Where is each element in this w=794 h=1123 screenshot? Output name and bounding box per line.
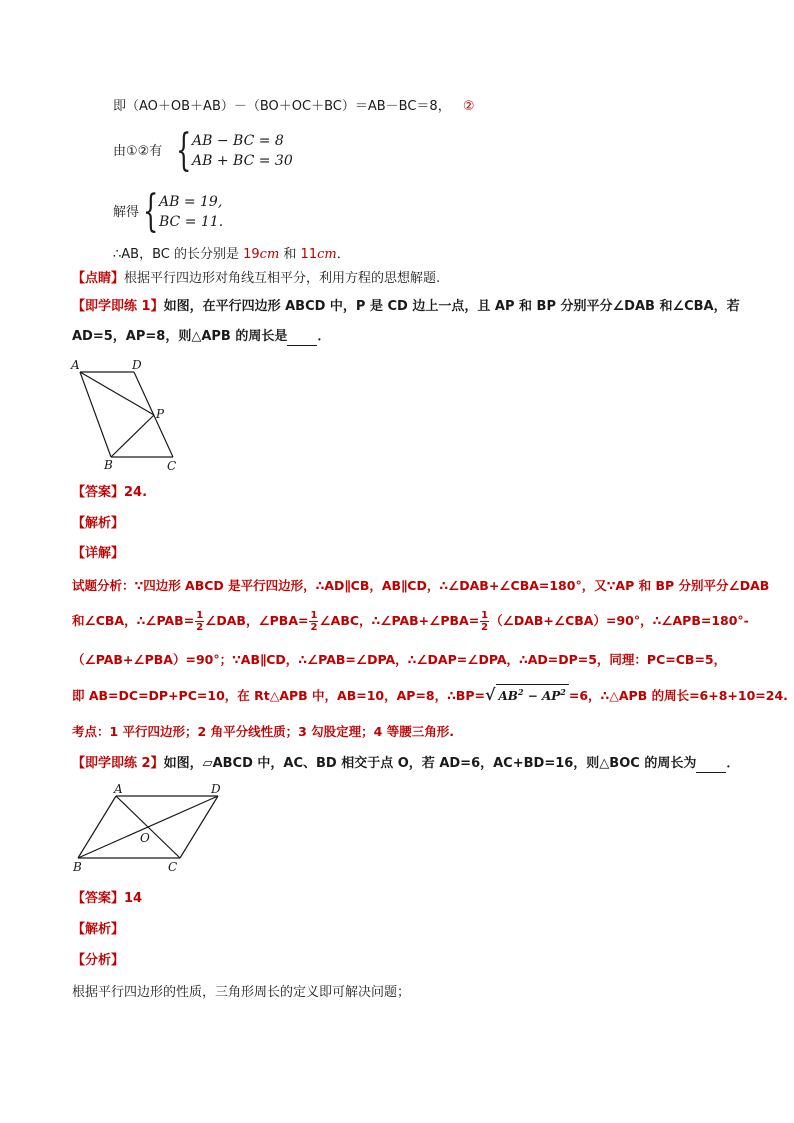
comment-line	[72, 270, 440, 288]
vertex-label-b: B	[73, 860, 82, 874]
solution-line-1: 试题分析：∵四边形 ABCD 是平行四边形，∴AD∥CB，AB∥CD，∴∠DAB+∠CBA=180°，又∵AP 和 BP 分别平分∠DAB	[72, 578, 770, 593]
fraction-numerator: 1	[481, 610, 489, 621]
solution-text: 即 AB=DC=DP+PC=10，在 Rt△APB 中，AB=10，AP=8，∴BP=	[72, 688, 485, 703]
sqrt-expression	[496, 684, 569, 704]
solution-text: =6，∴△APB 的周长=6+8+10=24.	[568, 688, 788, 703]
conclusion-text: ∴AB，BC 的长分别是	[113, 247, 244, 262]
conclusion-line	[113, 246, 350, 264]
value-11: 11	[300, 247, 318, 262]
exercise-1-text: ．	[317, 329, 331, 344]
parallelogram-figure-2	[68, 782, 228, 877]
analysis-tag: 【解析】	[72, 516, 125, 531]
exponent: 2	[560, 687, 566, 697]
equation-text: 即（AO＋OB＋AB）－（BO＋OC＋BC）＝AB－BC＝8，	[113, 99, 451, 114]
exercise-1-line-1	[72, 298, 740, 316]
system-prefix: 由①②有	[113, 144, 163, 159]
fraction-denominator: 2	[310, 622, 318, 633]
analysis-detail-tag: 【分析】	[72, 953, 125, 968]
value-19: 19	[243, 247, 260, 262]
conclusion-text: 和	[279, 247, 301, 262]
parallelogram-figure-1	[68, 355, 188, 477]
answer-value: 24.	[124, 485, 148, 500]
system-equation: AB − BC = 8	[192, 133, 284, 149]
answer-value: 14	[124, 891, 143, 906]
unit-cm: cm	[317, 247, 337, 262]
solution-text: 和∠CBA，∴∠PAB=	[72, 613, 195, 628]
fraction-denominator: 2	[481, 622, 489, 633]
key-points-line: 考点：1 平行四边形；2 角平分线性质；3 勾股定理；4 等腰三角形.	[72, 724, 454, 739]
exercise-1-text: 如图，在平行四边形 ABCD 中，P 是 CD 边上一点，且 AP 和 BP 分别平分∠DAB 和∠CBA，若	[163, 299, 740, 314]
fraction-half	[480, 610, 489, 633]
sqrt-operator: −	[523, 689, 542, 703]
solution-text: ∠ABC，∴∠PAB+∠PBA=	[319, 613, 480, 628]
equation-system-2	[143, 186, 224, 237]
fraction-half	[309, 610, 318, 633]
system-equation: AB = 19,	[159, 194, 223, 210]
fraction-denominator: 2	[196, 622, 204, 633]
exercise-2-tag: 【即学即练 2】	[72, 756, 164, 771]
answer-tag: 【答案】	[72, 891, 125, 906]
sqrt-term: AP	[541, 689, 561, 703]
vertex-label-a: A	[114, 782, 123, 796]
vertex-label-d: D	[211, 782, 221, 796]
fraction-numerator: 1	[196, 610, 204, 621]
vertex-label-d: D	[132, 358, 142, 372]
vertex-label-b: B	[104, 458, 113, 472]
answer-tag: 【答案】	[72, 485, 125, 500]
unit-cm: cm	[259, 247, 280, 262]
solution-line-2	[72, 608, 749, 634]
answer-2-line	[72, 890, 142, 908]
analysis-text: 根据平行四边形的性质，三角形周长的定义即可解决问题；	[72, 985, 411, 1000]
detail-tag: 【详解】	[72, 546, 125, 561]
answer-1-line	[72, 484, 147, 502]
equation-system-1	[176, 125, 293, 176]
answer-blank	[287, 332, 317, 346]
vertex-label-c: C	[167, 459, 177, 473]
answer-blank	[696, 759, 726, 773]
system-equation: AB + BC = 30	[192, 153, 293, 169]
exercise-2-line	[72, 755, 739, 773]
analysis-tag: 【解析】	[72, 922, 125, 937]
system-equation: BC = 11.	[159, 214, 224, 230]
sqrt-term: AB	[498, 689, 518, 703]
solution-line-3: （∠PAB+∠PBA）=90°；∵AB∥CD，∴∠PAB=∠DPA，∴∠DAP=∠DPA，∴AD=DP=5，同理：PC=CB=5，	[72, 652, 727, 667]
brace-symbol: {	[176, 125, 192, 176]
exponent: 2	[517, 687, 524, 697]
sqrt-symbol: √	[484, 685, 496, 704]
center-label-o: O	[140, 831, 150, 845]
comment-tag: 【点睛】	[72, 271, 125, 286]
vertex-label-a: A	[71, 358, 80, 372]
exercise-1-line-2	[72, 328, 330, 346]
vertex-label-p: P	[156, 407, 165, 421]
solution-line-4	[72, 684, 788, 707]
equation-mark: ②	[462, 99, 475, 114]
conclusion-text: ．	[336, 247, 350, 262]
exercise-2-text: 如图，▱ABCD 中，AC、BD 相交于点 O，若 AD=6，AC+BD=16，则△BOC 的周长为	[163, 756, 697, 771]
brace-symbol: {	[143, 186, 159, 237]
equation-line-2	[113, 98, 475, 116]
solution-prefix: 解得	[113, 205, 140, 220]
fraction-half	[195, 610, 204, 633]
exercise-2-text: ．	[726, 756, 740, 771]
solution-text: （∠DAB+∠CBA）=90°，∴∠APB=180°-	[490, 613, 749, 628]
fraction-numerator: 1	[310, 610, 318, 621]
exercise-1-tag: 【即学即练 1】	[72, 299, 164, 314]
vertex-label-c: C	[168, 860, 178, 874]
comment-text: 根据平行四边形对角线互相平分，利用方程的思想解题.	[124, 271, 441, 286]
exercise-1-text: AD=5，AP=8，则△APB 的周长是	[72, 329, 288, 344]
solution-text: ∠DAB，∠PBA=	[205, 613, 309, 628]
